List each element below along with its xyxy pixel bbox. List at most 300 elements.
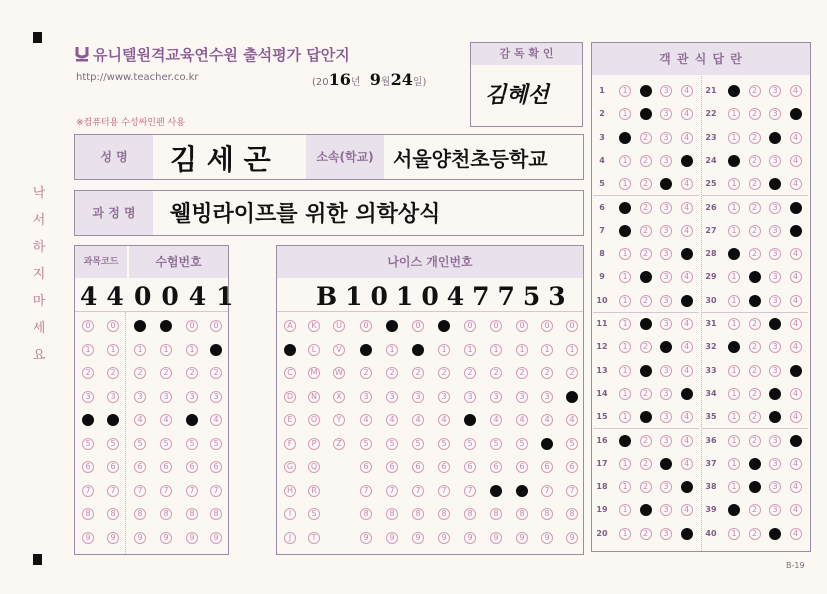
digit-bubble[interactable]: 4 [107, 414, 119, 426]
digit-bubble[interactable]: 2 [386, 367, 398, 379]
answer-bubble[interactable]: 2 [640, 411, 652, 423]
answer-bubble[interactable]: 4 [790, 504, 802, 516]
answer-bubble[interactable]: 2 [749, 458, 761, 470]
digit-bubble[interactable]: 7 [134, 485, 146, 497]
digit-bubble[interactable]: 7 [438, 485, 450, 497]
digit-bubble[interactable]: 6 [490, 461, 502, 473]
letter-bubble[interactable]: L [308, 344, 320, 356]
digit-bubble[interactable]: 4 [490, 414, 502, 426]
digit-bubble[interactable]: 2 [464, 367, 476, 379]
answer-bubble[interactable]: 2 [749, 225, 761, 237]
digit-bubble[interactable]: 2 [412, 367, 424, 379]
answer-bubble[interactable]: 4 [681, 202, 693, 214]
answer-bubble[interactable]: 2 [640, 155, 652, 167]
answer-bubble[interactable]: 3 [769, 85, 781, 97]
digit-bubble[interactable]: 6 [160, 461, 172, 473]
digit-bubble[interactable]: 7 [566, 485, 578, 497]
digit-bubble[interactable]: 3 [516, 391, 528, 403]
digit-bubble[interactable]: 0 [210, 320, 222, 332]
digit-bubble[interactable]: 6 [210, 461, 222, 473]
digit-bubble[interactable]: 2 [134, 367, 146, 379]
digit-bubble[interactable]: 3 [360, 391, 372, 403]
digit-bubble[interactable]: 1 [516, 344, 528, 356]
answer-bubble[interactable]: 2 [640, 365, 652, 377]
digit-bubble[interactable]: 4 [160, 414, 172, 426]
answer-bubble[interactable]: 3 [769, 132, 781, 144]
digit-bubble[interactable]: 0 [541, 320, 553, 332]
digit-bubble[interactable]: 8 [82, 508, 94, 520]
answer-bubble[interactable]: 1 [619, 108, 631, 120]
digit-bubble[interactable]: 9 [186, 532, 198, 544]
answer-bubble[interactable]: 4 [681, 481, 693, 493]
digit-bubble[interactable]: 3 [541, 391, 553, 403]
digit-bubble[interactable]: 8 [386, 508, 398, 520]
letter-bubble[interactable]: P [308, 438, 320, 450]
digit-bubble[interactable]: 2 [490, 367, 502, 379]
digit-bubble[interactable]: 5 [541, 438, 553, 450]
letter-bubble[interactable]: K [308, 320, 320, 332]
answer-bubble[interactable]: 4 [790, 85, 802, 97]
digit-bubble[interactable]: 3 [412, 391, 424, 403]
answer-bubble[interactable]: 1 [728, 202, 740, 214]
answer-bubble[interactable]: 4 [681, 108, 693, 120]
answer-bubble[interactable]: 1 [728, 178, 740, 190]
letter-bubble[interactable]: F [284, 438, 296, 450]
answer-bubble[interactable]: 2 [749, 155, 761, 167]
digit-bubble[interactable]: 2 [360, 367, 372, 379]
digit-bubble[interactable]: 1 [360, 344, 372, 356]
digit-bubble[interactable]: 5 [210, 438, 222, 450]
digit-bubble[interactable]: 6 [541, 461, 553, 473]
digit-bubble[interactable]: 6 [386, 461, 398, 473]
digit-bubble[interactable]: 3 [82, 391, 94, 403]
answer-bubble[interactable]: 3 [769, 435, 781, 447]
answer-bubble[interactable]: 4 [790, 132, 802, 144]
answer-bubble[interactable]: 1 [619, 504, 631, 516]
digit-bubble[interactable]: 7 [516, 485, 528, 497]
letter-bubble[interactable]: X [333, 391, 345, 403]
answer-bubble[interactable]: 1 [728, 411, 740, 423]
digit-bubble[interactable]: 9 [134, 532, 146, 544]
digit-bubble[interactable]: 9 [464, 532, 476, 544]
answer-bubble[interactable]: 1 [728, 528, 740, 540]
answer-bubble[interactable]: 4 [790, 435, 802, 447]
digit-bubble[interactable]: 5 [516, 438, 528, 450]
answer-bubble[interactable]: 4 [681, 132, 693, 144]
answer-bubble[interactable]: 3 [769, 248, 781, 260]
letter-bubble[interactable]: J [284, 532, 296, 544]
answer-bubble[interactable]: 1 [728, 318, 740, 330]
answer-bubble[interactable]: 3 [660, 248, 672, 260]
answer-bubble[interactable]: 2 [640, 318, 652, 330]
answer-bubble[interactable]: 1 [728, 388, 740, 400]
digit-bubble[interactable]: 8 [134, 508, 146, 520]
answer-bubble[interactable]: 4 [790, 295, 802, 307]
answer-bubble[interactable]: 4 [681, 295, 693, 307]
digit-bubble[interactable]: 2 [516, 367, 528, 379]
digit-bubble[interactable]: 7 [412, 485, 424, 497]
answer-bubble[interactable]: 4 [681, 411, 693, 423]
answer-bubble[interactable]: 1 [619, 132, 631, 144]
letter-bubble[interactable]: U [333, 320, 345, 332]
answer-bubble[interactable]: 4 [790, 248, 802, 260]
digit-bubble[interactable]: 4 [464, 414, 476, 426]
letter-bubble[interactable]: C [284, 367, 296, 379]
answer-bubble[interactable]: 1 [619, 365, 631, 377]
answer-bubble[interactable]: 1 [619, 341, 631, 353]
answer-bubble[interactable]: 4 [681, 458, 693, 470]
digit-bubble[interactable]: 9 [386, 532, 398, 544]
answer-bubble[interactable]: 3 [769, 528, 781, 540]
answer-bubble[interactable]: 2 [640, 132, 652, 144]
answer-bubble[interactable]: 3 [660, 504, 672, 516]
digit-bubble[interactable]: 4 [566, 414, 578, 426]
answer-bubble[interactable]: 2 [640, 225, 652, 237]
answer-bubble[interactable]: 2 [640, 504, 652, 516]
digit-bubble[interactable]: 4 [438, 414, 450, 426]
answer-bubble[interactable]: 1 [728, 108, 740, 120]
digit-bubble[interactable]: 3 [210, 391, 222, 403]
digit-bubble[interactable]: 1 [210, 344, 222, 356]
answer-bubble[interactable]: 3 [660, 85, 672, 97]
digit-bubble[interactable]: 7 [490, 485, 502, 497]
answer-bubble[interactable]: 2 [640, 388, 652, 400]
digit-bubble[interactable]: 5 [160, 438, 172, 450]
answer-bubble[interactable]: 1 [619, 528, 631, 540]
digit-bubble[interactable]: 5 [386, 438, 398, 450]
answer-bubble[interactable]: 3 [769, 458, 781, 470]
digit-bubble[interactable]: 2 [160, 367, 172, 379]
digit-bubble[interactable]: 4 [386, 414, 398, 426]
answer-bubble[interactable]: 3 [660, 528, 672, 540]
digit-bubble[interactable]: 8 [186, 508, 198, 520]
answer-bubble[interactable]: 4 [790, 481, 802, 493]
answer-bubble[interactable]: 1 [728, 225, 740, 237]
digit-bubble[interactable]: 6 [134, 461, 146, 473]
digit-bubble[interactable]: 2 [541, 367, 553, 379]
answer-bubble[interactable]: 3 [660, 411, 672, 423]
letter-bubble[interactable]: R [308, 485, 320, 497]
digit-bubble[interactable]: 6 [82, 461, 94, 473]
digit-bubble[interactable]: 1 [490, 344, 502, 356]
letter-bubble[interactable]: H [284, 485, 296, 497]
answer-bubble[interactable]: 4 [790, 411, 802, 423]
letter-bubble[interactable]: B [284, 344, 296, 356]
digit-bubble[interactable]: 9 [490, 532, 502, 544]
digit-bubble[interactable]: 8 [516, 508, 528, 520]
digit-bubble[interactable]: 0 [160, 320, 172, 332]
answer-bubble[interactable]: 1 [728, 435, 740, 447]
digit-bubble[interactable]: 5 [438, 438, 450, 450]
answer-bubble[interactable]: 2 [749, 132, 761, 144]
digit-bubble[interactable]: 0 [386, 320, 398, 332]
digit-bubble[interactable]: 4 [360, 414, 372, 426]
answer-bubble[interactable]: 2 [749, 481, 761, 493]
letter-bubble[interactable]: Z [333, 438, 345, 450]
digit-bubble[interactable]: 8 [541, 508, 553, 520]
answer-bubble[interactable]: 2 [640, 341, 652, 353]
answer-bubble[interactable]: 2 [749, 85, 761, 97]
answer-bubble[interactable]: 3 [769, 295, 781, 307]
letter-bubble[interactable]: Q [308, 461, 320, 473]
digit-bubble[interactable]: 2 [210, 367, 222, 379]
digit-bubble[interactable]: 9 [360, 532, 372, 544]
digit-bubble[interactable]: 2 [82, 367, 94, 379]
answer-bubble[interactable]: 2 [749, 435, 761, 447]
answer-bubble[interactable]: 3 [769, 388, 781, 400]
answer-bubble[interactable]: 1 [728, 248, 740, 260]
answer-bubble[interactable]: 3 [769, 155, 781, 167]
digit-bubble[interactable]: 9 [160, 532, 172, 544]
answer-bubble[interactable]: 1 [619, 225, 631, 237]
digit-bubble[interactable]: 0 [566, 320, 578, 332]
answer-bubble[interactable]: 2 [749, 295, 761, 307]
digit-bubble[interactable]: 8 [107, 508, 119, 520]
digit-bubble[interactable]: 6 [412, 461, 424, 473]
answer-bubble[interactable]: 1 [619, 155, 631, 167]
letter-bubble[interactable]: A [284, 320, 296, 332]
answer-bubble[interactable]: 2 [640, 295, 652, 307]
digit-bubble[interactable]: 5 [82, 438, 94, 450]
answer-bubble[interactable]: 2 [640, 271, 652, 283]
answer-bubble[interactable]: 1 [619, 458, 631, 470]
answer-bubble[interactable]: 1 [619, 202, 631, 214]
answer-bubble[interactable]: 2 [749, 271, 761, 283]
digit-bubble[interactable]: 8 [566, 508, 578, 520]
digit-bubble[interactable]: 9 [107, 532, 119, 544]
answer-bubble[interactable]: 4 [681, 528, 693, 540]
answer-bubble[interactable]: 3 [769, 225, 781, 237]
answer-bubble[interactable]: 3 [769, 202, 781, 214]
digit-bubble[interactable]: 0 [360, 320, 372, 332]
answer-bubble[interactable]: 3 [769, 178, 781, 190]
digit-bubble[interactable]: 5 [464, 438, 476, 450]
digit-bubble[interactable]: 0 [438, 320, 450, 332]
answer-bubble[interactable]: 2 [749, 341, 761, 353]
digit-bubble[interactable]: 9 [438, 532, 450, 544]
digit-bubble[interactable]: 6 [360, 461, 372, 473]
answer-bubble[interactable]: 3 [660, 388, 672, 400]
answer-bubble[interactable]: 2 [749, 108, 761, 120]
digit-bubble[interactable]: 3 [186, 391, 198, 403]
answer-bubble[interactable]: 4 [790, 458, 802, 470]
letter-bubble[interactable]: M [308, 367, 320, 379]
digit-bubble[interactable]: 8 [412, 508, 424, 520]
digit-bubble[interactable]: 1 [134, 344, 146, 356]
digit-bubble[interactable]: 3 [386, 391, 398, 403]
answer-bubble[interactable]: 2 [749, 365, 761, 377]
answer-bubble[interactable]: 2 [749, 388, 761, 400]
letter-bubble[interactable]: Y [333, 414, 345, 426]
answer-bubble[interactable]: 3 [660, 365, 672, 377]
digit-bubble[interactable]: 7 [210, 485, 222, 497]
answer-bubble[interactable]: 1 [619, 248, 631, 260]
answer-bubble[interactable]: 2 [749, 528, 761, 540]
answer-bubble[interactable]: 1 [619, 85, 631, 97]
answer-bubble[interactable]: 4 [681, 155, 693, 167]
digit-bubble[interactable]: 6 [438, 461, 450, 473]
answer-bubble[interactable]: 3 [660, 271, 672, 283]
answer-bubble[interactable]: 1 [728, 458, 740, 470]
answer-bubble[interactable]: 4 [681, 504, 693, 516]
digit-bubble[interactable]: 1 [541, 344, 553, 356]
digit-bubble[interactable]: 4 [541, 414, 553, 426]
answer-bubble[interactable]: 4 [681, 248, 693, 260]
letter-bubble[interactable]: T [308, 532, 320, 544]
answer-bubble[interactable]: 3 [769, 271, 781, 283]
answer-bubble[interactable]: 3 [769, 108, 781, 120]
digit-bubble[interactable]: 6 [186, 461, 198, 473]
digit-bubble[interactable]: 5 [186, 438, 198, 450]
digit-bubble[interactable]: 1 [464, 344, 476, 356]
digit-bubble[interactable]: 1 [160, 344, 172, 356]
digit-bubble[interactable]: 7 [160, 485, 172, 497]
answer-bubble[interactable]: 2 [640, 435, 652, 447]
answer-bubble[interactable]: 1 [728, 271, 740, 283]
answer-bubble[interactable]: 3 [769, 341, 781, 353]
digit-bubble[interactable]: 1 [82, 344, 94, 356]
digit-bubble[interactable]: 7 [464, 485, 476, 497]
digit-bubble[interactable]: 5 [107, 438, 119, 450]
digit-bubble[interactable]: 6 [464, 461, 476, 473]
digit-bubble[interactable]: 0 [464, 320, 476, 332]
digit-bubble[interactable]: 9 [516, 532, 528, 544]
answer-bubble[interactable]: 4 [790, 155, 802, 167]
answer-bubble[interactable]: 3 [660, 202, 672, 214]
answer-bubble[interactable]: 4 [790, 108, 802, 120]
digit-bubble[interactable]: 4 [412, 414, 424, 426]
answer-bubble[interactable]: 4 [790, 388, 802, 400]
digit-bubble[interactable]: 4 [516, 414, 528, 426]
answer-bubble[interactable]: 1 [728, 155, 740, 167]
answer-bubble[interactable]: 1 [619, 318, 631, 330]
digit-bubble[interactable]: 0 [82, 320, 94, 332]
answer-bubble[interactable]: 1 [619, 388, 631, 400]
digit-bubble[interactable]: 8 [490, 508, 502, 520]
answer-bubble[interactable]: 4 [681, 365, 693, 377]
digit-bubble[interactable]: 1 [186, 344, 198, 356]
digit-bubble[interactable]: 0 [412, 320, 424, 332]
digit-bubble[interactable]: 8 [438, 508, 450, 520]
answer-bubble[interactable]: 4 [681, 178, 693, 190]
digit-bubble[interactable]: 8 [160, 508, 172, 520]
letter-bubble[interactable]: N [308, 391, 320, 403]
answer-bubble[interactable]: 4 [681, 435, 693, 447]
digit-bubble[interactable]: 8 [210, 508, 222, 520]
letter-bubble[interactable]: O [308, 414, 320, 426]
answer-bubble[interactable]: 1 [728, 341, 740, 353]
answer-bubble[interactable]: 4 [790, 225, 802, 237]
letter-bubble[interactable]: G [284, 461, 296, 473]
digit-bubble[interactable]: 5 [412, 438, 424, 450]
answer-bubble[interactable]: 3 [769, 504, 781, 516]
digit-bubble[interactable]: 3 [464, 391, 476, 403]
answer-bubble[interactable]: 1 [728, 365, 740, 377]
letter-bubble[interactable]: S [308, 508, 320, 520]
digit-bubble[interactable]: 8 [360, 508, 372, 520]
answer-bubble[interactable]: 3 [660, 458, 672, 470]
answer-bubble[interactable]: 1 [619, 271, 631, 283]
digit-bubble[interactable]: 6 [566, 461, 578, 473]
digit-bubble[interactable]: 7 [386, 485, 398, 497]
answer-bubble[interactable]: 2 [640, 458, 652, 470]
answer-bubble[interactable]: 2 [749, 411, 761, 423]
digit-bubble[interactable]: 3 [160, 391, 172, 403]
answer-bubble[interactable]: 4 [790, 271, 802, 283]
letter-bubble[interactable]: E [284, 414, 296, 426]
answer-bubble[interactable]: 2 [640, 202, 652, 214]
digit-bubble[interactable]: 7 [82, 485, 94, 497]
answer-bubble[interactable]: 1 [619, 295, 631, 307]
letter-bubble[interactable]: I [284, 508, 296, 520]
answer-bubble[interactable]: 3 [769, 411, 781, 423]
answer-bubble[interactable]: 3 [660, 178, 672, 190]
answer-bubble[interactable]: 1 [619, 411, 631, 423]
digit-bubble[interactable]: 2 [107, 367, 119, 379]
answer-bubble[interactable]: 3 [660, 108, 672, 120]
answer-bubble[interactable]: 2 [749, 248, 761, 260]
digit-bubble[interactable]: 3 [438, 391, 450, 403]
answer-bubble[interactable]: 1 [728, 85, 740, 97]
answer-bubble[interactable]: 2 [749, 504, 761, 516]
letter-bubble[interactable]: D [284, 391, 296, 403]
answer-bubble[interactable]: 4 [681, 271, 693, 283]
digit-bubble[interactable]: 9 [412, 532, 424, 544]
answer-bubble[interactable]: 4 [681, 388, 693, 400]
answer-bubble[interactable]: 4 [790, 341, 802, 353]
digit-bubble[interactable]: 3 [490, 391, 502, 403]
answer-bubble[interactable]: 3 [660, 341, 672, 353]
answer-bubble[interactable]: 2 [640, 481, 652, 493]
digit-bubble[interactable]: 2 [186, 367, 198, 379]
digit-bubble[interactable]: 9 [82, 532, 94, 544]
answer-bubble[interactable]: 2 [749, 178, 761, 190]
answer-bubble[interactable]: 4 [681, 341, 693, 353]
answer-bubble[interactable]: 1 [728, 481, 740, 493]
digit-bubble[interactable]: 4 [82, 414, 94, 426]
answer-bubble[interactable]: 3 [660, 295, 672, 307]
answer-bubble[interactable]: 3 [769, 481, 781, 493]
digit-bubble[interactable]: 3 [566, 391, 578, 403]
digit-bubble[interactable]: 7 [541, 485, 553, 497]
digit-bubble[interactable]: 1 [107, 344, 119, 356]
answer-bubble[interactable]: 4 [681, 225, 693, 237]
digit-bubble[interactable]: 0 [134, 320, 146, 332]
answer-bubble[interactable]: 3 [660, 435, 672, 447]
answer-bubble[interactable]: 2 [749, 318, 761, 330]
answer-bubble[interactable]: 3 [769, 318, 781, 330]
digit-bubble[interactable]: 9 [566, 532, 578, 544]
answer-bubble[interactable]: 4 [790, 318, 802, 330]
digit-bubble[interactable]: 0 [516, 320, 528, 332]
digit-bubble[interactable]: 7 [186, 485, 198, 497]
digit-bubble[interactable]: 0 [490, 320, 502, 332]
answer-bubble[interactable]: 1 [619, 435, 631, 447]
digit-bubble[interactable]: 7 [107, 485, 119, 497]
digit-bubble[interactable]: 6 [516, 461, 528, 473]
answer-bubble[interactable]: 2 [640, 178, 652, 190]
answer-bubble[interactable]: 2 [640, 85, 652, 97]
digit-bubble[interactable]: 8 [464, 508, 476, 520]
answer-bubble[interactable]: 1 [728, 504, 740, 516]
answer-bubble[interactable]: 2 [749, 202, 761, 214]
digit-bubble[interactable]: 1 [566, 344, 578, 356]
answer-bubble[interactable]: 3 [660, 132, 672, 144]
digit-bubble[interactable]: 0 [107, 320, 119, 332]
answer-bubble[interactable]: 1 [619, 178, 631, 190]
digit-bubble[interactable]: 2 [566, 367, 578, 379]
digit-bubble[interactable]: 1 [386, 344, 398, 356]
